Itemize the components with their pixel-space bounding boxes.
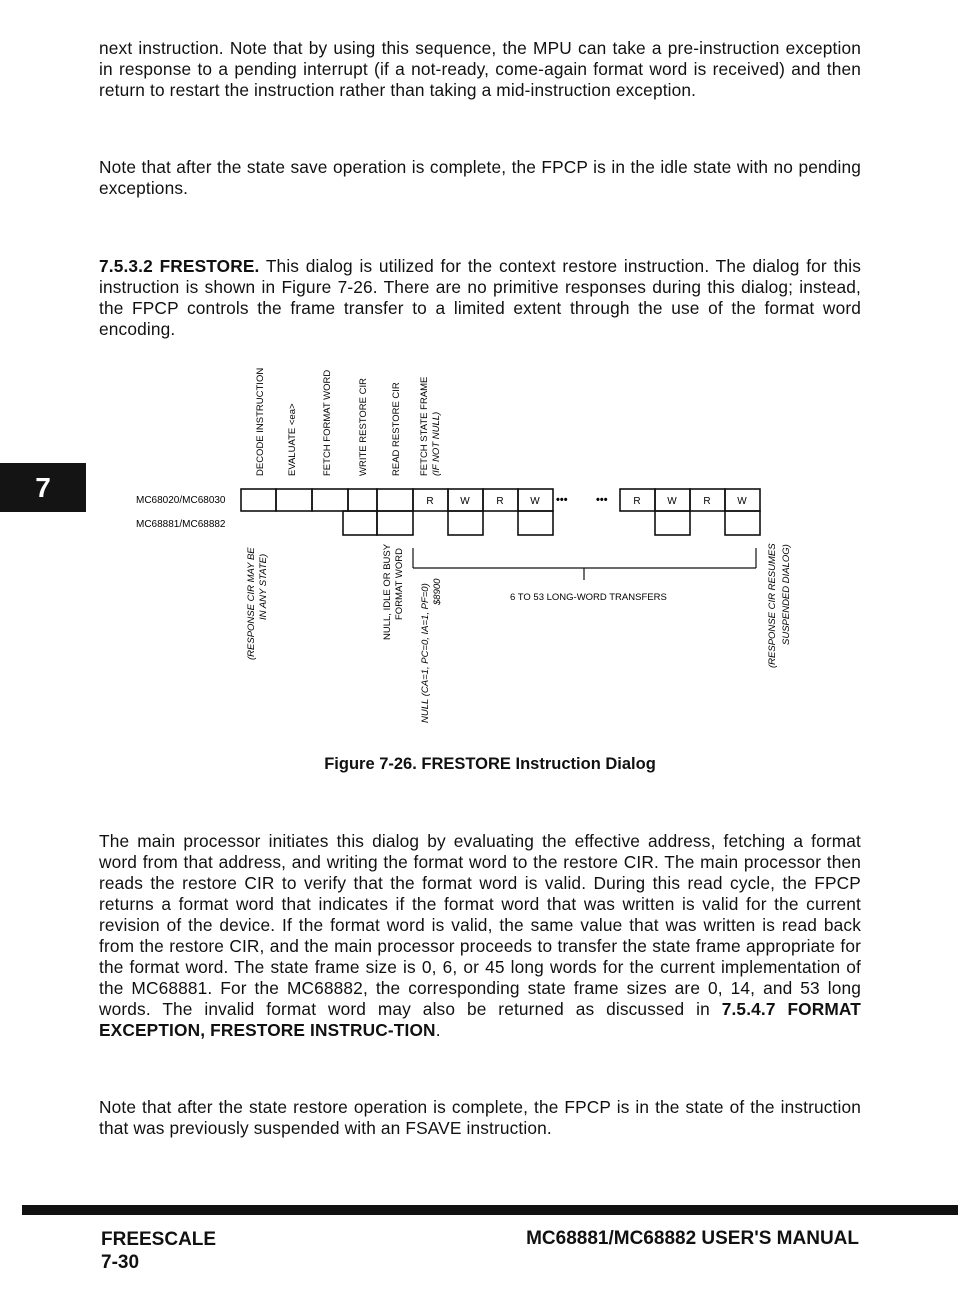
label-response-any-state: (RESPONSE CIR MAY BE xyxy=(246,547,257,660)
footer-manual-title: MC68881/MC68882 USER'S MANUAL xyxy=(526,1228,859,1249)
ellipsis-1: ••• xyxy=(556,494,568,506)
cell-read-1: R xyxy=(426,496,434,507)
body-end: . xyxy=(435,1020,441,1040)
label-read-restore-cir: READ RESTORE CIR xyxy=(391,382,402,476)
frestore-dialog-diagram xyxy=(0,345,980,765)
paragraph-idle-state: Note that after the state save operation is complete, the FPCP is in the idle state with no pending exceptions. xyxy=(99,157,861,198)
label-response-resumes: (RESPONSE CIR RESUMES xyxy=(767,543,778,668)
cell-write-1: W xyxy=(460,496,470,507)
row-label-mpu: MC68020/MC68030 xyxy=(136,495,226,506)
label-fetch-format-word: FETCH FORMAT WORD xyxy=(322,369,333,476)
cell-read-4: R xyxy=(703,496,711,507)
body-text: The main processor initiates this dialog by evaluating the effective address, fetching a format word from that address, and writing the format word to the restore CIR. The main processor then reads the restore CIR to verify that the format word is valid. During this read cycle, the FPCP returns a format word that indicates if the format word that was written is valid for the current revision of the device. If the format word is valid, the same value that was written is read back from the restore CIR, and the main processor proceeds to transfer the state frame appropriate for the format word. The state frame size is 0, 6, or 45 long words for the current implementation of the MC68881. For the MC68882, the corresponding state frame sizes are 0, 14, and 53 long words. The invalid format word may also be returned as discussed in xyxy=(99,831,861,1019)
label-if-not-null: (IF NOT NULL) xyxy=(431,411,442,476)
paragraph-dialog-description xyxy=(99,831,861,1041)
fpcp-row xyxy=(343,511,760,535)
cell-write-4: W xyxy=(737,496,747,507)
label-response-any-state-2: IN ANY STATE) xyxy=(258,553,269,620)
label-8900: $8900 xyxy=(432,578,443,605)
figure-caption: Figure 7-26. FRESTORE Instruction Dialog xyxy=(324,755,656,773)
cell-read-3: R xyxy=(633,496,641,507)
label-evaluate-ea: EVALUATE <ea> xyxy=(287,403,298,476)
transfers-label: 6 TO 53 LONG-WORD TRANSFERS xyxy=(510,592,667,603)
paragraph-continuation: next instruction. Note that by using this sequence, the MPU can take a pre-instruction exception in response to a pending interrupt (if a not-ready, come-again format word is received) and then return to restart the instruction rather than taking a mid-instruction exception. xyxy=(99,38,861,100)
label-null-ca: NULL (CA=1, PC=0, IA=1, PF=0) xyxy=(420,583,431,723)
section-heading: 7.5.3.2 FRESTORE. xyxy=(99,256,260,276)
cross-reference: 7.5.4.7 FORMAT EXCEPTION, FRESTORE INSTRUC-TION xyxy=(99,999,861,1040)
section-body: This dialog is utilized for the context restore instruction. The dialog for this instruction is shown in Figure 7-26. There are no primitive responses during this dialog; instead, the FPCP controls the frame transfer to a limited extent through the use of the format word encoding. xyxy=(99,256,861,339)
chapter-tab: 7 xyxy=(0,463,86,512)
label-fetch-state-frame: FETCH STATE FRAME xyxy=(419,376,430,476)
paragraph-frestore xyxy=(99,256,861,340)
label-suspended-dialog: SUSPENDED DIALOG) xyxy=(781,544,792,645)
transfer-bracket xyxy=(413,548,756,580)
label-null-idle-busy: NULL, IDLE OR BUSY xyxy=(382,543,393,640)
label-write-restore-cir: WRITE RESTORE CIR xyxy=(358,378,369,476)
footer-rule xyxy=(22,1205,958,1215)
ellipsis-2: ••• xyxy=(596,494,608,506)
cell-write-3: W xyxy=(667,496,677,507)
row-label-fpcp: MC68881/MC68882 xyxy=(136,519,226,530)
cell-write-2: W xyxy=(530,496,540,507)
label-decode-instruction: DECODE INSTRUCTION xyxy=(255,367,266,476)
page-number: 7-30 xyxy=(101,1252,140,1273)
cell-read-2: R xyxy=(496,496,504,507)
footer-left xyxy=(101,1228,216,1274)
footer-brand: FREESCALE xyxy=(101,1229,217,1250)
label-format-word: FORMAT WORD xyxy=(394,548,405,620)
paragraph-restore-complete: Note that after the state restore operation is complete, the FPCP is in the state of the instruction that was previously suspended with an FSAVE instruction. xyxy=(99,1097,861,1138)
